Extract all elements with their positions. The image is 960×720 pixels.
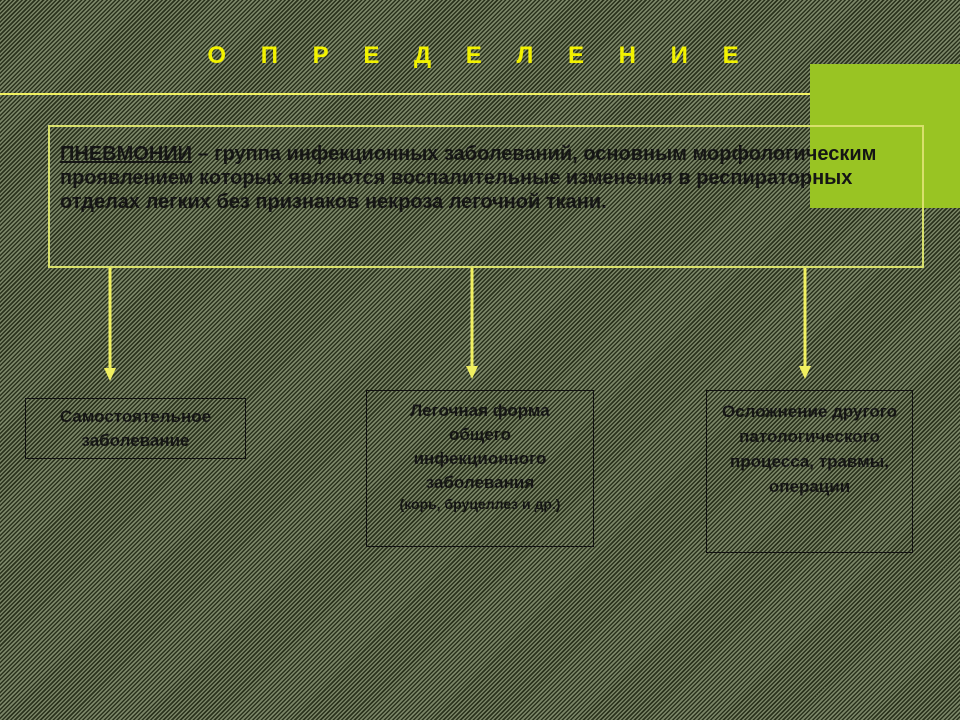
category-box-complication [706, 390, 913, 553]
arrow-1-head [104, 368, 116, 381]
arrow-2-head [466, 366, 478, 379]
category-box-independent [25, 398, 246, 459]
definition-term: ПНЕВМОНИИ [60, 143, 193, 165]
category-box-pulmonary-form [366, 390, 594, 547]
arrow-3-head [799, 366, 811, 379]
definition-body: – группа инфекционных заболеваний, основным морфологическим проявлением которых являются воспалительные изменения в респираторных отделах легких без признаков некроза легочной ткани. [60, 143, 877, 213]
category-label: Легочная форма общего инфекционного заболевания [410, 401, 550, 492]
slide-title: О П Р Е Д Е Л Е Н И Е [207, 42, 753, 69]
category-note: (корь, бруцеллез и др.) [399, 496, 561, 512]
category-label: Самостоятельное заболевание [59, 407, 212, 450]
category-label: Осложнение другого патологического процесса, травмы, операции [722, 402, 897, 496]
